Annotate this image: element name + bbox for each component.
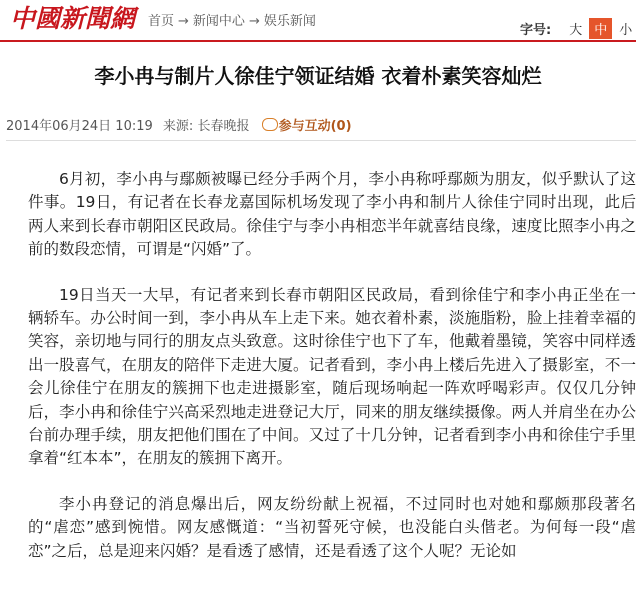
meta-divider — [6, 140, 636, 141]
source-label: 来源: — [162, 119, 194, 134]
article-body — [28, 168, 636, 585]
article-paragraph: 6月初，李小冉与鄢颇被曝已经分手两个月，李小冉称呼鄢颇为朋友，似乎默认了这件事。19日，有记者在长春龙嘉国际机场发现了李小冉和制片人徐佳宁同时出现，此后两人来到长春市朝阳区民政局。徐佳宁与李小冉相恋半年就喜结良缘，速度比照李小冉之前的数段恋情，可谓是“闪婚”了。 — [28, 170, 636, 259]
article-paragraph: 19日当天一大早，有记者来到长春市朝阳区民政局，看到徐佳宁和李小冉正坐在一辆轿车。办公时间一到，李小冉从车上走下来。她衣着朴素，淡施脂粉，脸上挂着幸福的笑容，亲切地与同行的朋友点头致意。这时徐佳宁也下了车，他戴着墨镜，笑容中同样透出一股喜气，在朋友的陪伴下走进大厦。记者看到，李小冉上楼后先进入了摄影室，不一会儿徐佳宁在朋友的簇拥下也走进摄影室，随后现场响起一阵欢呼喝彩声。仅仅几分钟后，李小冉和徐佳宁兴高采烈地走进登记大厅，同来的朋友继续摄像。两人并肩坐在办公台前办理手续，朋友把他们围在了中间。又过了十几分钟，记者看到李小冉和徐佳宁手里拿着“红本本”，在朋友的簇拥下离开。 — [28, 285, 636, 468]
comment-link[interactable] — [262, 119, 352, 134]
comment-count: (0) — [330, 119, 352, 134]
breadcrumb-entertainment[interactable]: 娱乐新闻 — [263, 14, 316, 29]
breadcrumb-home[interactable]: 首页 — [148, 14, 175, 29]
font-size-large[interactable]: 大 — [569, 23, 583, 38]
font-size-switcher — [520, 18, 636, 39]
header-rule — [0, 40, 636, 42]
font-size-small[interactable]: 小 — [619, 23, 633, 38]
article-date: 2014年06月24日 10:19 — [6, 119, 153, 134]
speech-bubble-icon — [262, 118, 278, 131]
font-size-label: 字号: — [520, 23, 552, 38]
article-paragraph: 李小冉登记的消息爆出后，网友纷纷献上祝福，不过同时也对她和鄢颇那段著名的“虐恋”感到惋惜。网友感慨道：“当初誓死守候，也没能白头偕老。为何每一段“虐恋”之后，总是迎来闪婚？是看透了感情，还是看透了这个人呢？无论如 — [28, 494, 636, 560]
site-header — [0, 0, 636, 40]
comment-label: 参与互动 — [278, 119, 331, 134]
breadcrumb — [148, 10, 316, 29]
breadcrumb-separator: → — [178, 14, 189, 29]
breadcrumb-separator: → — [248, 14, 260, 29]
font-size-medium[interactable]: 中 — [589, 18, 612, 39]
site-logo[interactable]: 中國新聞網 — [10, 4, 136, 33]
article-meta — [6, 115, 352, 134]
article-title: 李小冉与制片人徐佳宁领证结婚 衣着朴素笑容灿烂 — [94, 64, 542, 88]
article-source[interactable]: 长春晚报 — [197, 119, 250, 134]
breadcrumb-news-center[interactable]: 新闻中心 — [192, 14, 245, 29]
